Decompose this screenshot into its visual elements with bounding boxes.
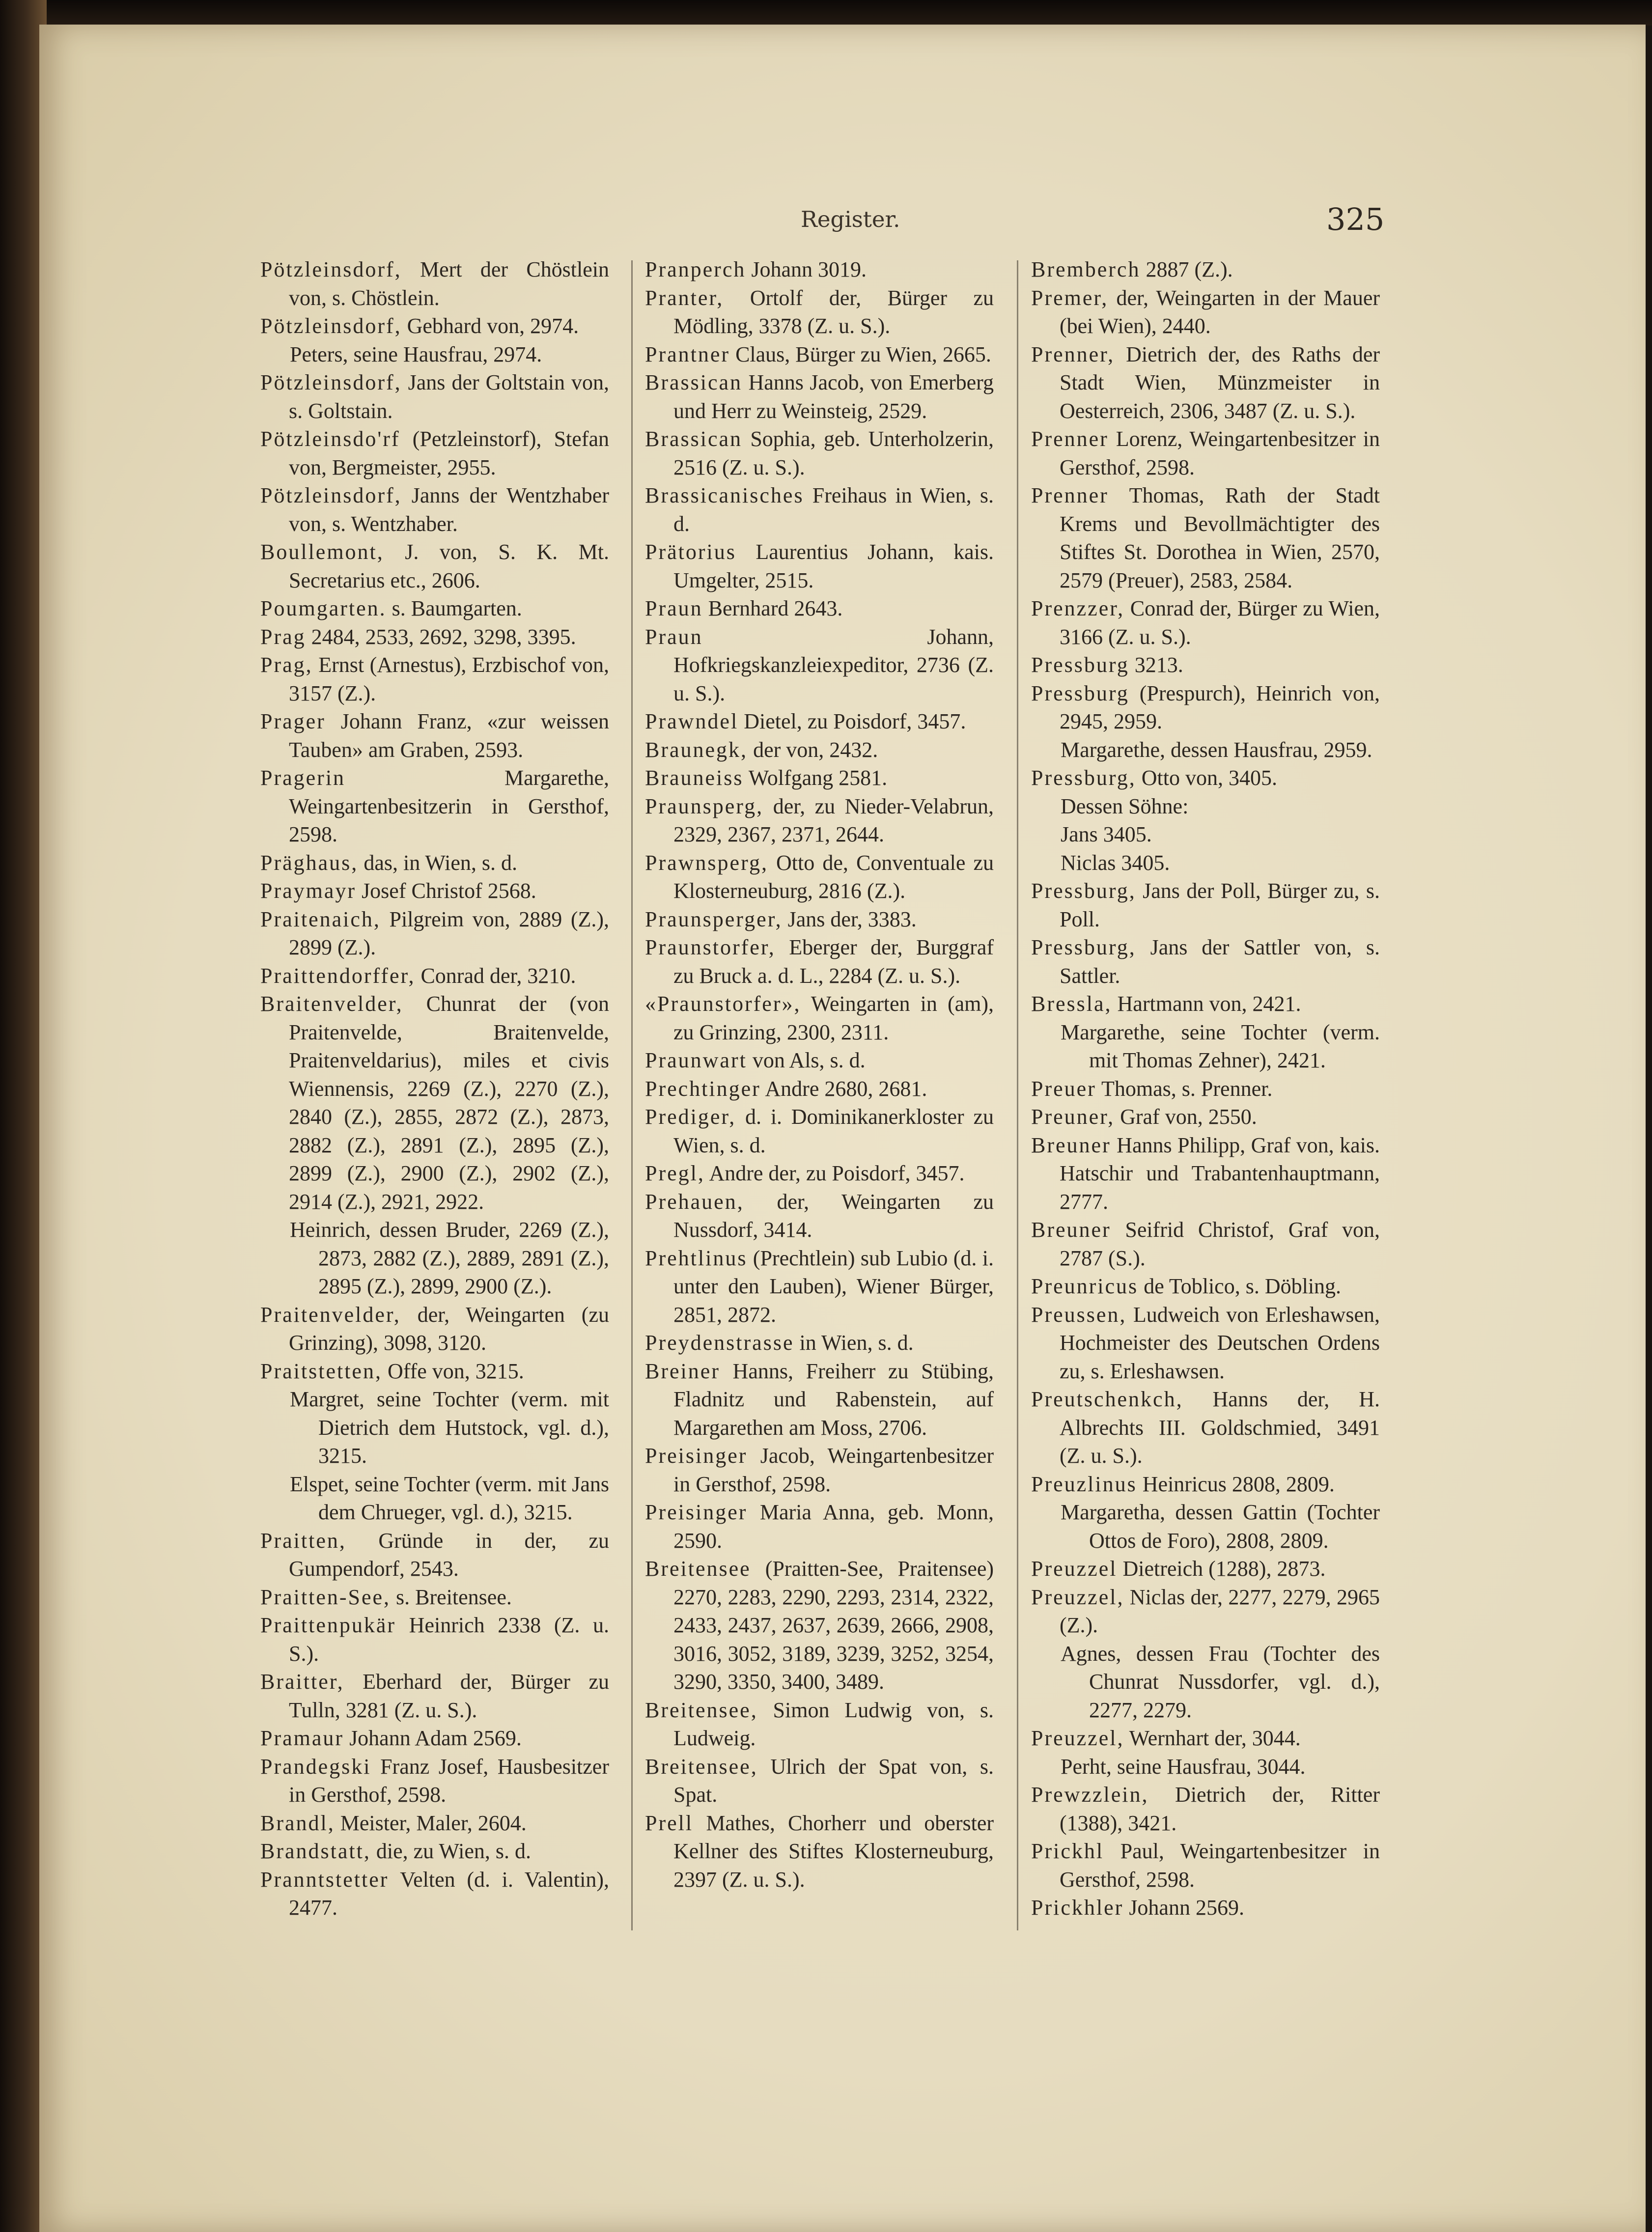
entry-text: Heinrich, dessen Bruder, 2269 (Z.), 2873, 2882 (Z.), 2889, 2891 (Z.), 2895 (Z.), 2899, 2900 (Z.). (290, 1218, 609, 1298)
entry-term: Prandegski (260, 1754, 371, 1779)
entry-term: Preuer (1031, 1076, 1096, 1101)
index-entry (260, 368, 609, 425)
index-entry (260, 990, 609, 1216)
entry-text: Otto von, 3405. (1136, 766, 1277, 790)
index-entry (260, 905, 609, 962)
entry-term: Praittenpukär (260, 1613, 396, 1637)
entry-text: Jans der Goltstain von, s. Goltstain. (289, 370, 609, 423)
index-entry (260, 1809, 609, 1838)
index-entry (260, 1837, 609, 1866)
entry-term: Prätorius (645, 540, 736, 564)
index-entry (645, 284, 994, 340)
index-subentry (1031, 736, 1380, 764)
entry-text: Johann Adam 2569. (344, 1726, 522, 1750)
entry-text: Conrad der, 3210. (415, 963, 576, 988)
entry-term: Breiner (645, 1359, 720, 1383)
index-column-2 (645, 255, 994, 1894)
entry-text: Jans der, 3383. (782, 907, 917, 931)
index-entry (260, 849, 609, 877)
entry-term: Praitten, (260, 1528, 346, 1553)
index-entry (260, 538, 609, 594)
index-entry (1031, 481, 1380, 594)
entry-term: Poumgarten. (260, 596, 387, 620)
entry-term: Breuner (1031, 1218, 1111, 1242)
index-entry (645, 1329, 994, 1357)
index-entry (1031, 1470, 1380, 1499)
entry-text: Mathes, Chorherr und oberster Kellner des Stiftes Klosterneuburg, 2397 (Z. u. S.). (673, 1811, 994, 1892)
entry-text: Perht, seine Hausfrau, 3044. (1061, 1754, 1306, 1779)
index-entry (260, 877, 609, 905)
entry-term: Preuzzel, (1031, 1585, 1124, 1609)
entry-text: Dessen Söhne: (1061, 794, 1189, 818)
entry-term: Pötzleinsdorf, (260, 314, 402, 338)
entry-text: Peters, seine Hausfrau, 2974. (290, 342, 542, 366)
entry-text: der, zu Nieder-Velabrun, 2329, 2367, 2371, 2644. (673, 794, 994, 846)
index-entry (645, 1696, 994, 1753)
entry-term: Brassican (645, 370, 743, 394)
index-entry (1031, 1724, 1380, 1753)
running-head: Register. (801, 206, 900, 232)
entry-text: Janns der Wentzhaber von, s. Wentzhaber. (289, 483, 609, 536)
entry-term: Braitter, (260, 1670, 344, 1694)
index-entry (1031, 1583, 1380, 1640)
entry-term: Praun (645, 596, 703, 620)
index-subentry (1031, 1640, 1380, 1725)
entry-term: Pressburg, (1031, 935, 1136, 959)
index-entry (260, 425, 609, 481)
entry-term: Praittendorffer, (260, 963, 416, 988)
index-entry (645, 594, 994, 623)
index-entry (260, 594, 609, 623)
entry-term: Pranter, (645, 285, 724, 310)
entry-term: Preussen, (1031, 1302, 1127, 1327)
entry-text: 2887 (Z.). (1140, 257, 1233, 281)
entry-term: Breitensee (645, 1557, 751, 1581)
entry-term: Premer, (1031, 285, 1109, 310)
entry-term: Prag (260, 624, 306, 649)
entry-text: Johann, Hofkriegskanzleiexpeditor, 2736 (Z. u. S.). (673, 624, 994, 705)
entry-text: d. i. Dominikanerkloster zu Wien, s. d. (673, 1105, 994, 1157)
index-entry (1031, 877, 1380, 933)
index-entry (260, 962, 609, 990)
entry-term: Prehtlinus (645, 1246, 748, 1270)
entry-term: Pranntstetter (260, 1867, 389, 1892)
entry-text: (Praitten-See, Praitensee) 2270, 2283, 2290, 2293, 2314, 2322, 2433, 2437, 2637, 2639, 2666, 2908, 3016, 3052, 3189, 3239, 3252, 3254, 3290, 3350, 3400, 3489. (673, 1557, 994, 1694)
entry-text: von Als, s. d. (747, 1048, 866, 1072)
entry-text: (Petzleinstorf), Stefan von, Bergmeister, 2955. (289, 427, 609, 479)
entry-term: Praunsperger, (645, 907, 783, 931)
entry-text: Wernhart der, 3044. (1124, 1726, 1301, 1750)
entry-text: Margret, seine Tochter (verm. mit Dietrich dem Hutstock, vgl. d.), 3215. (290, 1387, 609, 1468)
index-entry (1031, 764, 1380, 792)
index-entry (645, 933, 994, 990)
entry-term: Praunsperg, (645, 794, 764, 818)
entry-term: Brandl, (260, 1811, 335, 1835)
entry-term: Pressburg (1031, 653, 1129, 677)
entry-text: 2484, 2533, 2692, 3298, 3395. (306, 624, 576, 649)
entry-text: Thomas, Rath der Stadt Krems und Bevollmächtigter des Stiftes St. Dorothea in Wien, 2570, 2579 (Preuer), 2583, 2584. (1060, 483, 1380, 592)
entry-text: Offe von, 3215. (382, 1359, 524, 1383)
entry-term: Pressburg, (1031, 766, 1136, 790)
entry-text: Maria Anna, geb. Monn, 2590. (673, 1500, 994, 1553)
index-entry (645, 1244, 994, 1329)
entry-text: s. Breitensee. (391, 1585, 512, 1609)
entry-text: Thomas, s. Prenner. (1096, 1076, 1273, 1101)
index-entry (1031, 651, 1380, 679)
entry-text: Eberhard der, Bürger zu Tulln, 3281 (Z. u. S.). (289, 1670, 609, 1722)
entry-text: Dietreich (1288), 2873. (1117, 1557, 1326, 1581)
entry-term: Praitstetten, (260, 1359, 382, 1383)
index-entry (1031, 255, 1380, 284)
entry-text: Jans der Sattler von, s. Sattler. (1060, 935, 1380, 988)
index-entry (260, 707, 609, 764)
entry-text: Heinrich 2338 (Z. u. S.). (289, 1613, 609, 1666)
entry-text: Lorenz, Weingartenbesitzer in Gersthof, 2598. (1060, 427, 1380, 479)
entry-text: Hanns Jacob, von Emerberg und Herr zu Weinsteig, 2529. (673, 370, 994, 423)
index-subentry (1031, 1018, 1380, 1075)
scan-background-top (0, 0, 1652, 26)
entry-term: Praymayr (260, 879, 357, 903)
index-entry (1031, 1075, 1380, 1103)
entry-text: Conrad der, Bürger zu Wien, 3166 (Z. u. S.). (1060, 596, 1380, 649)
entry-term: Praitenvelder, (260, 1302, 401, 1327)
entry-term: Preunricus (1031, 1274, 1139, 1298)
entry-text: Hanns, Freiherr zu Stübing, Fladnitz und Rabenstein, auf Margarethen am Moss, 2706. (673, 1359, 994, 1440)
entry-text: Seifrid Christof, Graf von, 2787 (S.). (1060, 1218, 1380, 1270)
index-entry (1031, 1216, 1380, 1272)
entry-text: Jacob, Weingartenbesitzer in Gersthof, 2598. (673, 1444, 994, 1496)
entry-text: Sophia, geb. Unterholzerin, 2516 (Z. u. S.). (673, 427, 994, 479)
entry-text: s. Baumgarten. (386, 596, 522, 620)
entry-text: Heinricus 2808, 2809. (1137, 1472, 1335, 1496)
entry-text: Ulrich der Spat von, s. Spat. (673, 1754, 994, 1807)
index-entry (645, 481, 994, 538)
index-entry (645, 1498, 994, 1555)
index-entry (1031, 1301, 1380, 1386)
entry-text: Dietrich der, des Raths der Stadt Wien, Münzmeister in Oesterreich, 2306, 3487 (Z. u. S.). (1060, 342, 1380, 423)
entry-text: Graf von, 2550. (1115, 1105, 1257, 1129)
entry-term: Prenner, (1031, 342, 1115, 366)
index-entry (1031, 1894, 1380, 1922)
entry-text: Hanns der, H. Albrechts III. Goldschmied, 3491 (Z. u. S.). (1060, 1387, 1380, 1468)
index-entry (260, 1611, 609, 1668)
entry-term: Prickhl (1031, 1839, 1104, 1863)
index-subentry (1031, 792, 1380, 821)
index-entry (645, 736, 994, 764)
entry-term: Breuner (1031, 1133, 1111, 1157)
entry-text: de Toblico, s. Döbling. (1138, 1274, 1342, 1298)
entry-text: Johann 3019. (746, 257, 867, 281)
entry-text: Dietel, zu Poisdorf, 3457. (738, 709, 966, 733)
entry-term: Brauneiss (645, 766, 744, 790)
index-entry (260, 1668, 609, 1724)
entry-text: Pilgreim von, 2889 (Z.), 2899 (Z.). (289, 907, 609, 959)
entry-text: Jans 3405. (1061, 822, 1152, 846)
index-entry (645, 1188, 994, 1244)
index-subentry (260, 1385, 609, 1470)
entry-term: Preydenstrasse (645, 1331, 794, 1355)
index-entry (260, 312, 609, 340)
entry-term: Brassican (645, 427, 743, 451)
entry-text: Andre 2680, 2681. (760, 1076, 927, 1101)
entry-text: Ludweich von Erleshawsen, Hochmeister des Deutschen Ordens zu, s. Erleshawsen. (1060, 1302, 1380, 1383)
entry-term: Preisinger (645, 1444, 748, 1468)
entry-text: Margarethe, Weingartenbesitzerin in Gersthof, 2598. (289, 766, 609, 846)
entry-term: Prawnsperg, (645, 850, 768, 875)
index-entry (1031, 990, 1380, 1018)
index-entry (1031, 425, 1380, 481)
entry-term: Prewzzlein, (1031, 1783, 1149, 1807)
entry-term: Prenner (1031, 427, 1109, 451)
index-column-3 (1031, 255, 1380, 1922)
index-entry (1031, 679, 1380, 736)
entry-text: Meister, Maler, 2604. (335, 1811, 527, 1835)
entry-text: Johann Franz, «zur weissen Tauben» am Graben, 2593. (289, 709, 609, 762)
index-entry (260, 481, 609, 538)
entry-text: Hanns Philipp, Graf von, kais. Hatschir und Trabantenhauptmann, 2777. (1060, 1133, 1380, 1214)
index-entry (1031, 1385, 1380, 1470)
entry-text: Laurentius Johann, kais. Umgelter, 2515. (673, 540, 994, 592)
index-entry (1031, 1103, 1380, 1131)
index-subentry (260, 340, 609, 369)
index-entry (645, 538, 994, 594)
entry-term: Pötzleinsdorf, (260, 483, 402, 507)
entry-term: Bremberch (1031, 257, 1141, 281)
entry-term: Prager (260, 709, 326, 733)
entry-text: Eberger der, Burggraf zu Bruck a. d. L., 2284 (Z. u. S.). (673, 935, 994, 988)
entry-term: Prehauen, (645, 1189, 744, 1214)
index-entry (260, 1357, 609, 1386)
entry-term: Pranperch (645, 257, 746, 281)
index-entry (645, 255, 994, 284)
entry-term: Bressla, (1031, 992, 1112, 1016)
entry-term: Praitten-See, (260, 1585, 391, 1609)
entry-term: Praunwart (645, 1048, 747, 1072)
entry-text: der, Weingarten in der Mauer (bei Wien), 2440. (1060, 285, 1380, 338)
index-subentry (1031, 1753, 1380, 1781)
entry-text: Paul, Weingartenbesitzer in Gersthof, 2598. (1060, 1839, 1380, 1892)
index-subentry (1031, 1498, 1380, 1555)
index-entry (645, 1075, 994, 1103)
entry-text: Margarethe, dessen Hausfrau, 2959. (1061, 737, 1372, 762)
index-entry (260, 255, 609, 312)
entry-term: Prechtinger (645, 1076, 761, 1101)
entry-term: Preisinger (645, 1500, 748, 1524)
entry-term: Prell (645, 1811, 694, 1835)
index-entry (645, 1103, 994, 1159)
entry-text: Niclas 3405. (1061, 850, 1170, 875)
entry-term: Preuzlinus (1031, 1472, 1137, 1496)
index-entry (645, 425, 994, 481)
entry-text: Margarethe, seine Tochter (verm. mit Thomas Zehner), 2421. (1061, 1020, 1380, 1072)
index-entry (645, 990, 994, 1046)
index-entry (1031, 284, 1380, 340)
entry-term: Pressburg (1031, 681, 1129, 705)
entry-term: Prawndel (645, 709, 739, 733)
index-entry (1031, 1837, 1380, 1894)
index-entry (260, 651, 609, 707)
index-entry (260, 764, 609, 849)
entry-text: Gebhard von, 2974. (401, 314, 579, 338)
entry-text: der von, 2432. (748, 737, 878, 762)
index-entry (645, 1442, 994, 1498)
entry-term: Prag, (260, 653, 313, 677)
entry-text: Bernhard 2643. (702, 596, 843, 620)
entry-term: Pötzleinsdorf, (260, 257, 402, 281)
entry-text: Simon Ludwig von, s. Ludweig. (673, 1698, 994, 1750)
entry-text: Freihaus in Wien, s. d. (673, 483, 994, 536)
entry-term: Preuzzel, (1031, 1726, 1124, 1750)
index-entry (1031, 1131, 1380, 1216)
entry-text: der, Weingarten zu Nussdorf, 3414. (673, 1189, 994, 1242)
index-entry (260, 623, 609, 651)
column-rule (631, 260, 633, 1930)
entry-text: Otto de, Conventuale zu Klosterneuburg, 2816 (Z.). (673, 850, 994, 903)
entry-text: Velten (d. i. Valentin), 2477. (289, 1867, 609, 1920)
entry-term: Praitenaich, (260, 907, 381, 931)
index-column-1 (260, 255, 609, 1922)
index-entry (645, 1555, 994, 1696)
entry-term: Prenner (1031, 483, 1109, 507)
entry-term: Prantner (645, 342, 730, 366)
entry-text: Wolfgang 2581. (743, 766, 888, 790)
entry-text: Hartmann von, 2421. (1112, 992, 1301, 1016)
index-entry (645, 1046, 994, 1075)
entry-text: (Prechtlein) sub Lubio (d. i. unter den Lauben), Wiener Bürger, 2851, 2872. (673, 1246, 994, 1327)
index-entry (645, 368, 994, 425)
entry-term: Braitenvelder, (260, 992, 403, 1016)
entry-text: Niclas der, 2277, 2279, 2965 (Z.). (1060, 1585, 1380, 1637)
entry-text: Claus, Bürger zu Wien, 2665. (730, 342, 991, 366)
entry-text: Franz Josef, Hausbesitzer in Gersthof, 2598. (289, 1754, 609, 1807)
index-entry (260, 1866, 609, 1922)
index-entry (645, 340, 994, 369)
page-number: 325 (1326, 201, 1385, 237)
entry-term: Breitensee, (645, 1698, 758, 1722)
index-entry (260, 1301, 609, 1357)
entry-term: Preuner, (1031, 1105, 1115, 1129)
entry-term: Brandstatt, (260, 1839, 371, 1863)
entry-term: Praun (645, 624, 703, 649)
entry-text: Margaretha, dessen Gattin (Tochter Ottos de Foro), 2808, 2809. (1061, 1500, 1380, 1553)
entry-text: Dietrich der, Ritter (1388), 3421. (1060, 1783, 1380, 1835)
entry-term: Preutschenkch, (1031, 1387, 1183, 1411)
index-entry (645, 1753, 994, 1809)
entry-text: Andre der, zu Poisdorf, 3457. (704, 1161, 965, 1185)
index-subentry (260, 1470, 609, 1527)
entry-text: Johann 2569. (1123, 1896, 1244, 1920)
entry-text: Weingarten in (am), zu Grinzing, 2300, 2311. (673, 992, 994, 1044)
entry-term: Pramaur (260, 1726, 344, 1750)
entry-term: Pressburg, (1031, 879, 1136, 903)
entry-text: Elspet, seine Tochter (verm. mit Jans dem Chrueger, vgl. d.), 3215. (290, 1472, 609, 1524)
index-entry (1031, 1781, 1380, 1837)
index-entry (645, 764, 994, 792)
index-entry (645, 707, 994, 736)
entry-text: der, Weingarten (zu Grinzing), 3098, 3120. (289, 1302, 609, 1355)
index-entry (1031, 340, 1380, 425)
index-entry (645, 1809, 994, 1894)
entry-text: Chunrat der (von Praitenvelde, Braitenvelde, Praitenveldarius), miles et civis Wiennensis, 2269 (Z.), 2270 (Z.), 2840 (Z.), 2855, 2872 (Z.), 2873, 2882 (Z.), 2891 (Z.), 2895 (Z.), 2899 (Z.), 2900 (Z.), 2902 (Z.), 2914 (Z.), 2921, 2922. (289, 992, 609, 1214)
entry-text: das, in Wien, s. d. (358, 850, 518, 875)
index-entry (1031, 1272, 1380, 1301)
index-subentry (1031, 849, 1380, 877)
entry-text: Agnes, dessen Frau (Tochter des Chunrat Nussdorfer, vgl. d.), 2277, 2279. (1061, 1641, 1380, 1722)
entry-text: in Wien, s. d. (794, 1331, 914, 1355)
index-entry (1031, 594, 1380, 651)
entry-text: (Prespurch), Heinrich von, 2945, 2959. (1060, 681, 1380, 733)
entry-term: Pragerin (260, 766, 346, 790)
entry-term: Brassicanisches (645, 483, 804, 507)
entry-term: Pregl, (645, 1161, 705, 1185)
entry-text: Josef Christof 2568. (356, 879, 536, 903)
index-entry (260, 1724, 609, 1753)
entry-text: Ernst (Arnestus), Erzbischof von, 3157 (Z.). (289, 653, 609, 705)
entry-term: Preuzzel (1031, 1557, 1118, 1581)
index-entry (645, 1357, 994, 1442)
index-entry (1031, 933, 1380, 990)
entry-text: Jans der Poll, Bürger zu, s. Poll. (1060, 879, 1380, 931)
index-entry (645, 1159, 994, 1188)
index-entry (1031, 1555, 1380, 1583)
column-rule (1017, 260, 1018, 1930)
entry-term: Breitensee, (645, 1754, 758, 1779)
index-entry (645, 792, 994, 849)
index-subentry (1031, 820, 1380, 849)
entry-term: Pötzleinsdorf, (260, 370, 402, 394)
entry-term: Prediger, (645, 1105, 736, 1129)
entry-term: Praunstorfer, (645, 935, 776, 959)
entry-text: Ortolf der, Bürger zu Mödling, 3378 (Z. u. S.). (673, 285, 994, 338)
entry-term: «Praunstorfer», (645, 992, 801, 1016)
entry-term: Prenzzer, (1031, 596, 1125, 620)
index-entry (260, 1583, 609, 1612)
index-entry (645, 905, 994, 934)
index-entry (260, 1527, 609, 1583)
entry-term: Braunegk, (645, 737, 748, 762)
entry-text: die, zu Wien, s. d. (370, 1839, 531, 1863)
entry-term: Präghaus, (260, 850, 359, 875)
entry-term: Boullemont, (260, 540, 384, 564)
entry-text: J. von, S. K. Mt. Secretarius etc., 2606. (289, 540, 609, 592)
index-entry (645, 623, 994, 708)
entry-text: 3213. (1129, 653, 1183, 677)
entry-text: Mert der Chöstlein von, s. Chöstlein. (289, 257, 609, 310)
index-entry (260, 1753, 609, 1809)
index-subentry (260, 1216, 609, 1301)
entry-term: Prickhler (1031, 1896, 1124, 1920)
index-entry (645, 849, 994, 905)
entry-term: Pötzleinsdo'rf (260, 427, 400, 451)
entry-text: Gründe in der, zu Gumpendorf, 2543. (289, 1528, 609, 1581)
